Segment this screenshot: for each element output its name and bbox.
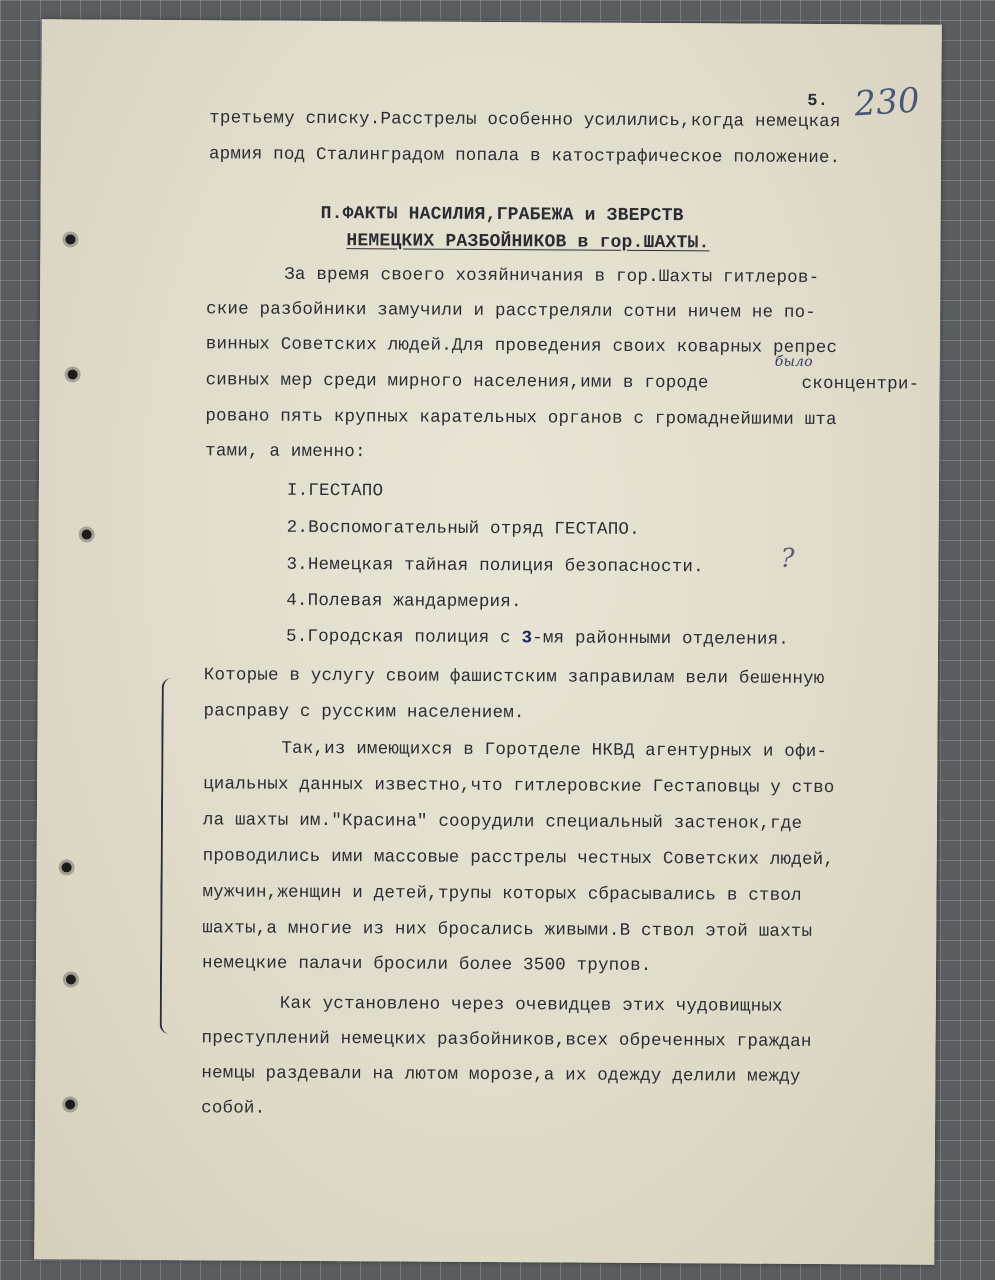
list-item: 3.Немецкая тайная полиция безопасности. bbox=[286, 554, 704, 578]
text-line: армия под Сталинградом попала в катострафическое положение. bbox=[208, 144, 841, 169]
text-line: проводились ими массовые расстрелы честных Советских людей, bbox=[202, 846, 835, 871]
list-item: I.ГЕСТАПО bbox=[286, 480, 384, 502]
text-line: Которые в услугу своим фашистским заправилам вели бешенную bbox=[203, 665, 825, 690]
text-line: Так,из имеющихся в Горотделе НКВД агентурных и офи- bbox=[281, 738, 828, 763]
archive-folio-number: 230 bbox=[852, 80, 921, 125]
text-line: ровано пять крупных карательных органов с громаднейшими шта bbox=[205, 406, 837, 431]
text-line: третьему списку.Расстрелы особенно усилились,когда немецкая bbox=[209, 108, 841, 133]
text-line: За время своего хозяйничания в гор.Шахты гитлеров- bbox=[284, 264, 820, 289]
text-line: немецкие палачи бросили более 3500 трупов. bbox=[201, 953, 652, 977]
ink-correction: 3 bbox=[521, 628, 533, 649]
document-page bbox=[34, 19, 942, 1264]
text-line: Как установлено через очевидцев этих чудовищных bbox=[279, 993, 783, 1017]
text-line: немцы раздевали на лютом морозе,а их одежду делили между bbox=[201, 1063, 801, 1087]
list-item-text: -мя районными отделения. bbox=[532, 628, 790, 650]
text-line: собой. bbox=[201, 1098, 266, 1119]
text-line: ла шахты им."Красина" соорудили специальный застенок,где bbox=[202, 810, 803, 834]
text-line: сивных мер среди мирного населения,ими в городе bbox=[205, 370, 709, 394]
text-line: расправу с русским населением. bbox=[203, 701, 525, 724]
text-line: винных Советских людей.Для проведения своих коварных репрес bbox=[205, 334, 838, 359]
section-heading-underlined: НЕМЕЦКИХ РАЗБОЙНИКОВ в гор.ШАХТЫ. bbox=[346, 231, 710, 254]
list-item: 4.Полевая жандармерия. bbox=[286, 590, 522, 613]
text-line: ские разбойники замучили и расстреляли сотни ничем не по- bbox=[205, 299, 817, 323]
handwritten-insert: было bbox=[774, 353, 813, 370]
typewritten-text bbox=[34, 19, 942, 1264]
list-item: 2.Воспомогательный отряд ГЕСТАПО. bbox=[286, 517, 640, 540]
list-item bbox=[286, 627, 789, 650]
text-line: циальных данных известно,что гитлеровские Гестаповцы у ство bbox=[203, 774, 835, 799]
text-line: шахты,а многие из них бросались живыми.В ствол этой шахты bbox=[202, 918, 813, 942]
page-number: 5. bbox=[807, 91, 829, 112]
text-line: преступлений немецких разбойников,всех обреченных граждан bbox=[201, 1028, 812, 1052]
section-heading: П.ФАКТЫ НАСИЛИЯ,ГРАБЕЖА и ЗВЕРСТВ bbox=[320, 203, 684, 227]
text-line: сконцентри- bbox=[801, 373, 920, 395]
margin-question-mark: ? bbox=[780, 543, 795, 574]
margin-bracket-mark bbox=[160, 678, 176, 1034]
list-item-text: 5.Городская полиция с bbox=[285, 626, 522, 649]
text-line: мужчин,женщин и детей,трупы которых сбрасывались в ствол bbox=[202, 882, 802, 906]
text-line: тами, а именно: bbox=[205, 441, 366, 463]
